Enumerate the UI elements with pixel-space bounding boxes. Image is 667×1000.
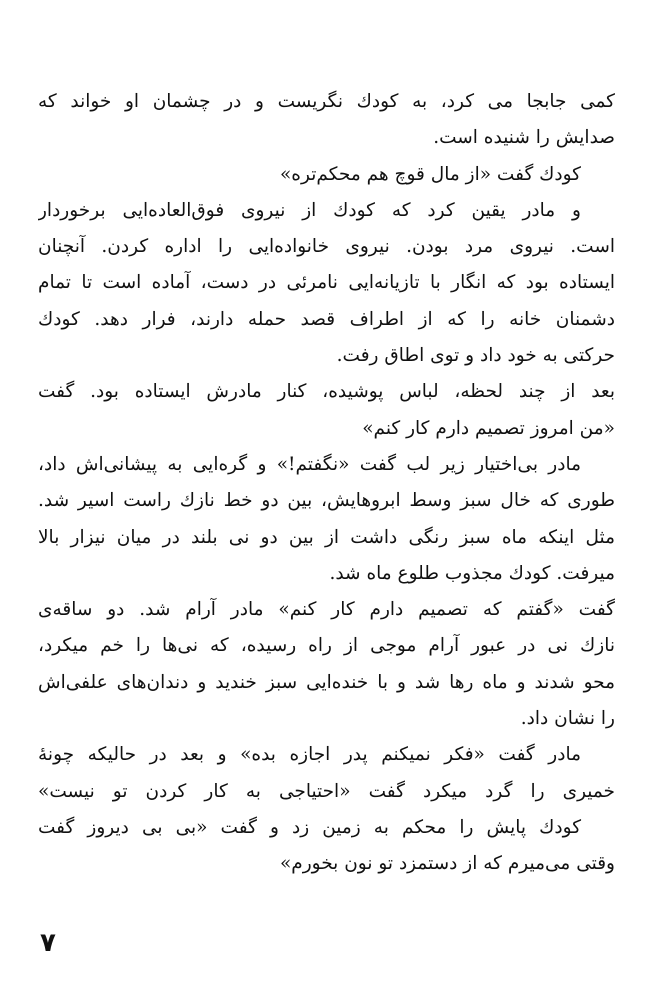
body-text (38, 84, 615, 883)
text-line: مثل اینکه ماه سبز رنگی داشت از بین دو نی بلند در میان نیزار بالا (38, 526, 615, 548)
text-line: و مادر یقین کرد که کودك از نیروی فوق‌العاده‌ایی برخوردار (38, 199, 581, 221)
text-line: را نشان داد. (520, 708, 615, 730)
text-line: خمیری را گرد میکرد گفت «احتیاجی به کار کردن تو نیست» (38, 780, 615, 802)
page-number: ۷ (40, 928, 56, 958)
text-line: نازك نی در عبور آرام موجی از راه رسیده، که نی‌ها را خم میکرد، (38, 635, 615, 657)
text-line: بعد از چند لحظه، لباس پوشیده، کنار مادرش ایستاده بود. گفت (38, 381, 615, 403)
text-line: طوری که خال سبز وسط ابروهایش، بین دو خط نازك راست اسیر شد. (38, 490, 615, 512)
text-line: میرفت. کودك مجذوب طلوع ماه شد. (329, 562, 615, 584)
text-line: حرکتی به خود داد و توی اطاق رفت. (336, 345, 615, 367)
text-line: مادر بی‌اختیار زیر لب گفت «نگفتم!» و گره‌ایی به پیشانی‌اش داد، (38, 453, 581, 475)
text-line: کمی جابجا می کرد، به کودك نگریست و در چشمان او خواند که (38, 91, 615, 112)
text-line: است. نیروی مرد بودن. نیروی خانواده‌ایی را اداره کردن. آنچنان (38, 236, 615, 258)
text-line: مادر گفت «فکر نمیکنم پدر اجازه بده» و بعد در حالیکه چونه‌ٔ (38, 744, 581, 766)
text-line: «من امروز تصمیم دارم کار کنم» (362, 417, 615, 439)
text-line: وقتی می‌میرم که از دستمزد تو نون بخورم» (279, 853, 615, 875)
text-line: صدایش را شنیده است. (433, 127, 615, 149)
text-line: کودك پایش را محکم به زمین زد و گفت «بی بی دیروز گفت (38, 816, 581, 838)
text-line: محو شدند و ماه رها شد و با خنده‌ایی سبز خندید و دندان‌های علفی‌اش (38, 671, 615, 693)
text-line: ایستاده بود که انگار با تازیانه‌ایی نامرئی در دست، آماده است تا تمام (38, 272, 615, 294)
text-line: دشمنان خانه را که از اطراف قصد حمله دارند، فرار دهد. کودك (38, 308, 615, 330)
text-line: گفت «گفتم که تصمیم دارم کار کنم» مادر آرام شد. دو ساقه‌ی (38, 599, 615, 621)
text-line: کودك گفت «از مال قوچ هم محکم‌تره» (279, 163, 581, 185)
